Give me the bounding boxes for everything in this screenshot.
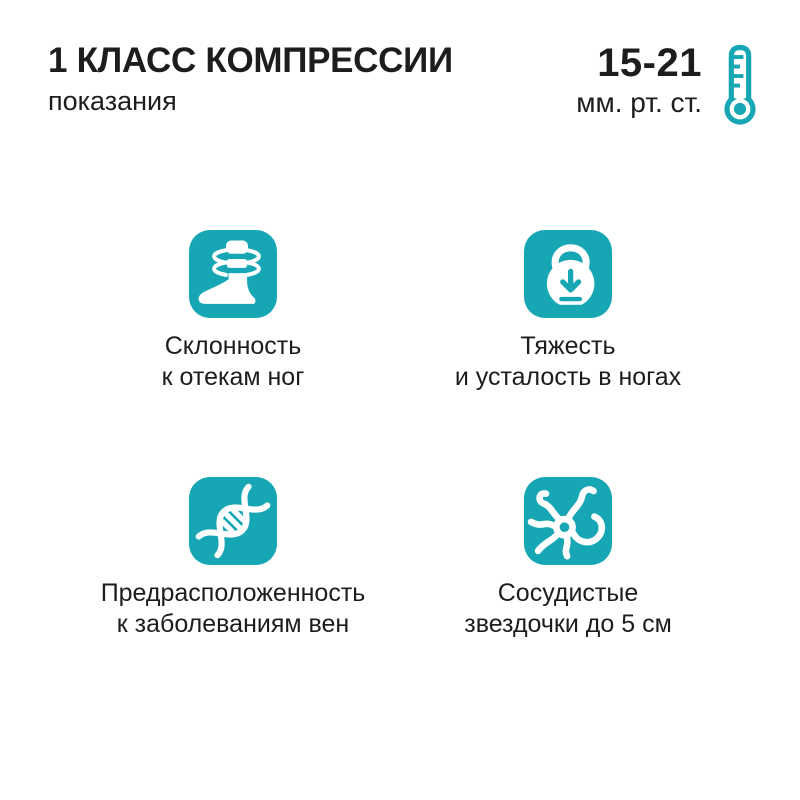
indication-label-line: звездочки до 5 см [464, 610, 672, 638]
indication-label-line: Сосудистые [497, 579, 639, 607]
spider-veins-icon [524, 477, 612, 565]
thermometer-icon [714, 44, 766, 134]
indication-label-line: к отекам ног [161, 363, 305, 391]
indication-label [162, 331, 305, 393]
pressure-value: 15-21 [597, 41, 702, 85]
indication-label-line: Предрасположенность [100, 579, 366, 607]
page-subtitle: показания [48, 86, 177, 116]
indication-label-line: и усталость в ногах [454, 363, 682, 391]
page-title: 1 КЛАСС КОМПРЕССИИ [48, 41, 453, 80]
ankle-compression-icon [189, 230, 277, 318]
indication-label-line: к заболеваниям вен [116, 610, 350, 638]
pressure-unit: мм. рт. ст. [576, 87, 702, 118]
indication-card-spider-veins [368, 477, 768, 640]
indication-label [455, 331, 681, 393]
dna-icon [189, 477, 277, 565]
indication-label [101, 578, 366, 640]
indication-label-line: Тяжесть [520, 332, 616, 360]
indication-label [464, 578, 672, 640]
indication-label-line: Склонность [164, 332, 302, 360]
kettlebell-heaviness-icon [524, 230, 612, 318]
indication-card-heaviness [368, 230, 768, 393]
pressure-range [576, 42, 702, 118]
